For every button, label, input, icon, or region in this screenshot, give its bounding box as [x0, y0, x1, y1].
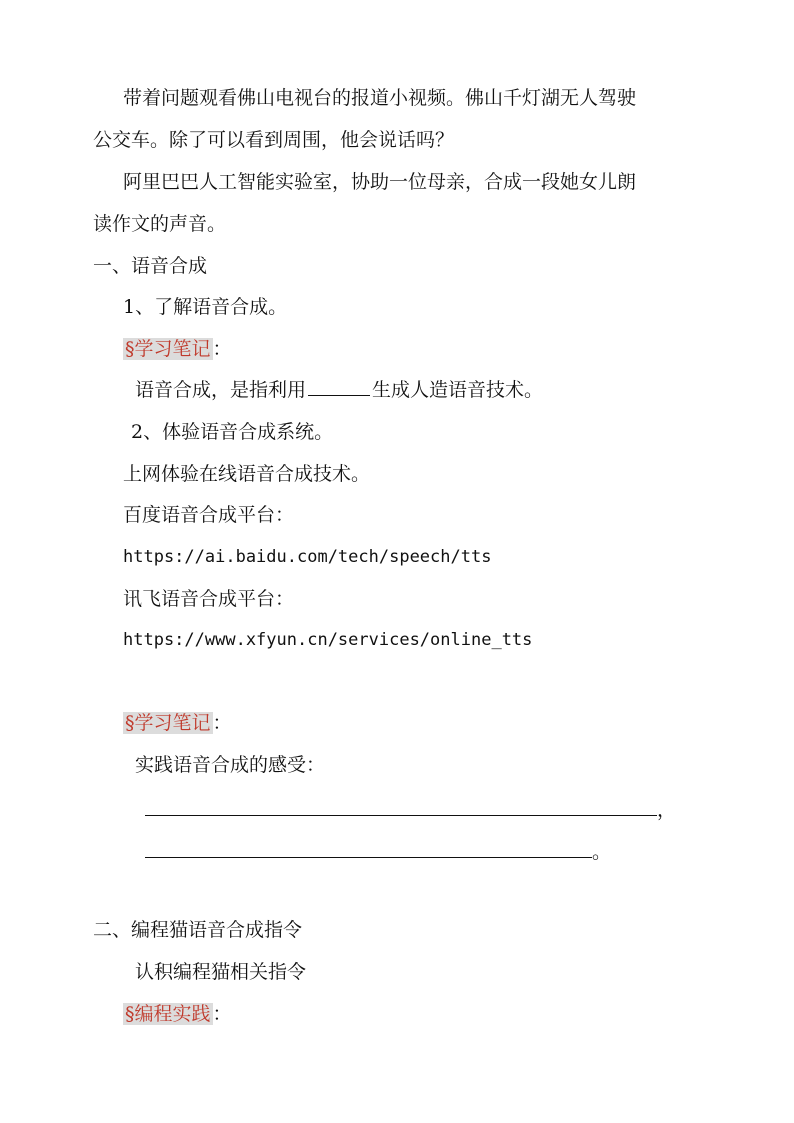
feeling-blank-line-1	[145, 796, 676, 824]
study-note-1-label: §学习笔记	[125, 338, 211, 360]
programming-practice-colon: ：	[212, 1003, 232, 1025]
study-note-1	[123, 335, 232, 363]
xfyun-platform-label: 讯飞语音合成平台：	[123, 588, 295, 610]
section2-heading: 二、编程猫语音合成指令	[93, 919, 303, 941]
programming-practice	[123, 1000, 232, 1028]
section1-item1: 1、了解语音合成。	[123, 296, 288, 318]
intro-para1-line1: 带着问题观看佛山电视台的报道小视频。佛山千灯湖无人驾驶	[123, 87, 637, 109]
feeling-blank-1-end: ，	[657, 799, 677, 821]
baidu-platform-label: 百度语音合成平台：	[123, 504, 295, 526]
feeling-blank-1[interactable]	[145, 797, 657, 816]
section1-item2: 2、体验语音合成系统。	[131, 421, 334, 443]
definition-line	[135, 376, 543, 404]
definition-after: 生成人造语音技术。	[372, 379, 544, 401]
study-note-1-colon: ：	[212, 338, 232, 360]
study-note-2-colon: ：	[212, 712, 232, 734]
baidu-url-link[interactable]: https://ai.baidu.com/tech/speech/tts	[123, 547, 492, 567]
study-note-2-label: §学习笔记	[125, 712, 211, 734]
definition-blank[interactable]	[308, 377, 370, 396]
intro-para1-line2: 公交车。除了可以看到周围，他会说话吗？	[93, 129, 455, 151]
section2-subtext: 认积编程猫相关指令	[135, 961, 307, 983]
xfyun-url-link[interactable]: https://www.xfyun.cn/services/online_tts	[123, 630, 533, 650]
study-note-2	[123, 709, 232, 737]
intro-para2-line1: 阿里巴巴人工智能实验室，协助一位母亲，合成一段她女儿朗	[123, 171, 637, 193]
feeling-blank-line-2	[145, 838, 611, 866]
section1-heading: 一、语音合成	[93, 255, 208, 277]
intro-para2-line2: 读作文的声音。	[93, 213, 227, 235]
online-experience-text: 上网体验在线语音合成技术。	[123, 463, 371, 485]
definition-before: 语音合成，是指利用	[135, 379, 307, 401]
feeling-blank-2[interactable]	[145, 839, 592, 858]
feeling-blank-2-end: 。	[592, 841, 612, 863]
feeling-label: 实践语音合成的感受：	[135, 754, 326, 776]
programming-practice-label: §编程实践	[125, 1003, 211, 1025]
